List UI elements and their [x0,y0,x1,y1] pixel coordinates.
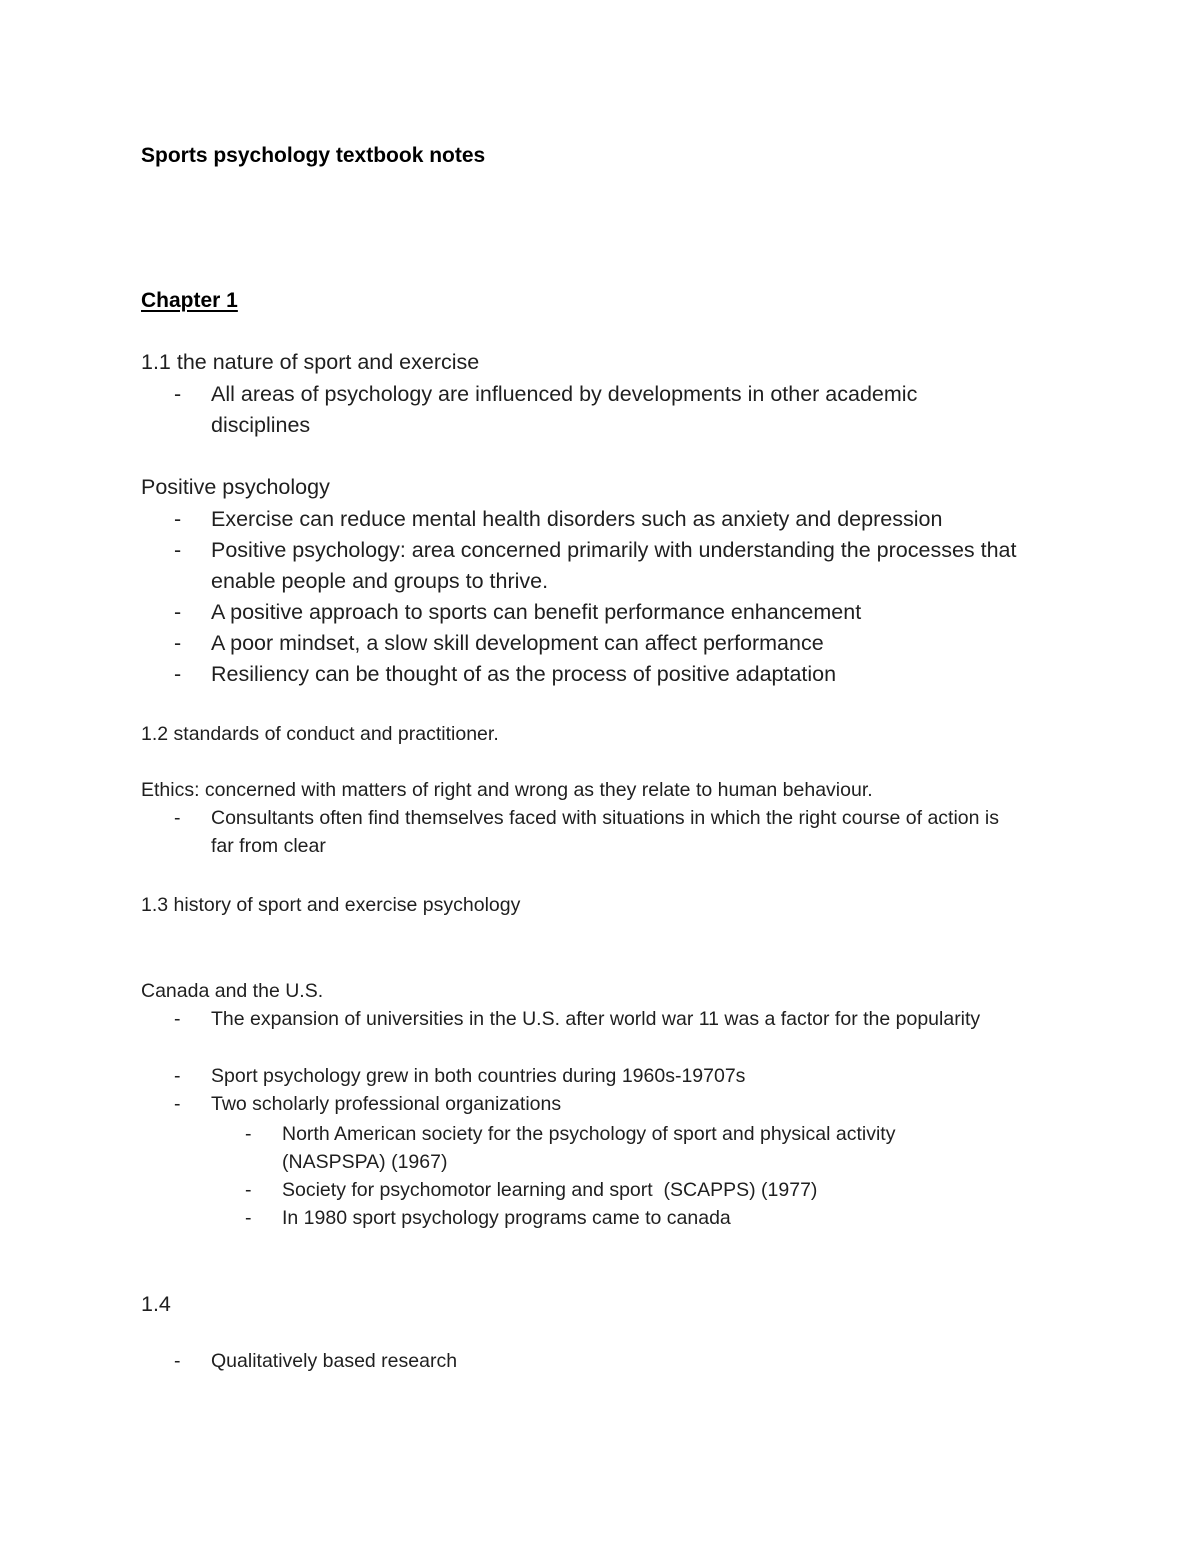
list-item [174,1347,1054,1375]
canada-us-heading: Canada and the U.S. [141,980,324,1002]
list-item-text: Society for psychomotor learning and sport (SCAPPS) (1977) [282,1179,818,1201]
bullet-marker: - [174,382,182,406]
section-heading-1-2: 1.2 standards of conduct and practitioner. [141,723,499,745]
list-item [174,535,1074,597]
list-item-text: Sport psychology grew in both countries during 1960s-19707s [211,1065,746,1087]
list-item-text: A positive approach to sports can benefit performance enhancement [211,600,862,624]
list-item [174,597,1074,628]
sub-list-item [245,1176,1055,1204]
bullet-marker: - [174,662,182,686]
list-item-text: All areas of psychology are influenced by developments in other academic disciplines [211,382,918,437]
bullet-marker: - [174,631,182,655]
bullet-marker: - [245,1207,252,1229]
list-item-text: Positive psychology: area concerned primarily with understanding the processes that enable people and groups to thrive. [211,538,1017,593]
list-item-text: Qualitatively based research [211,1350,458,1372]
section-heading-1-3: 1.3 history of sport and exercise psychology [141,894,521,916]
bullet-marker: - [174,1065,181,1087]
list-item-text: A poor mindset, a slow skill development can affect performance [211,631,824,655]
list-item-text: Exercise can reduce mental health disorders such as anxiety and depression [211,507,943,531]
list-item-text: In 1980 sport psychology programs came to canada [282,1207,731,1229]
section-heading-1-4: 1.4 [141,1292,171,1316]
list-item [174,659,1074,690]
list-item [174,379,1054,441]
sub-list-item [245,1204,1055,1232]
section-heading-1-1: 1.1 the nature of sport and exercise [141,350,480,374]
ethics-heading: Ethics: concerned with matters of right and wrong as they relate to human behaviour. [141,779,873,801]
list-item [174,1005,1054,1061]
list-item [174,628,1074,659]
bullet-marker: - [174,807,181,829]
list-item [174,504,1074,535]
bullet-marker: - [245,1179,252,1201]
sub-list-item [245,1120,1055,1176]
bullet-marker: - [174,507,182,531]
bullet-marker: - [174,1350,181,1372]
list-item [174,1090,1054,1118]
list-item [174,804,1054,860]
bullet-marker: - [245,1123,252,1145]
bullet-marker: - [174,1008,181,1030]
list-item [174,1062,1054,1090]
positive-psychology-heading: Positive psychology [141,475,330,499]
list-item-text: The expansion of universities in the U.S. after world war 11 was a factor for the popularity [211,1008,981,1030]
bullet-marker: - [174,538,182,562]
list-item-text: Resiliency can be thought of as the process of positive adaptation [211,662,837,686]
bullet-marker: - [174,1093,181,1115]
list-item-text: North American society for the psychology of sport and physical activity (NASPSPA) (1967) [282,1123,896,1173]
list-item-text: Consultants often find themselves faced with situations in which the right course of action is far from clear [211,807,999,857]
list-item-text: Two scholarly professional organizations [211,1093,562,1115]
bullet-marker: - [174,600,182,624]
chapter-heading: Chapter 1 [141,289,238,312]
document-title: Sports psychology textbook notes [141,144,486,167]
